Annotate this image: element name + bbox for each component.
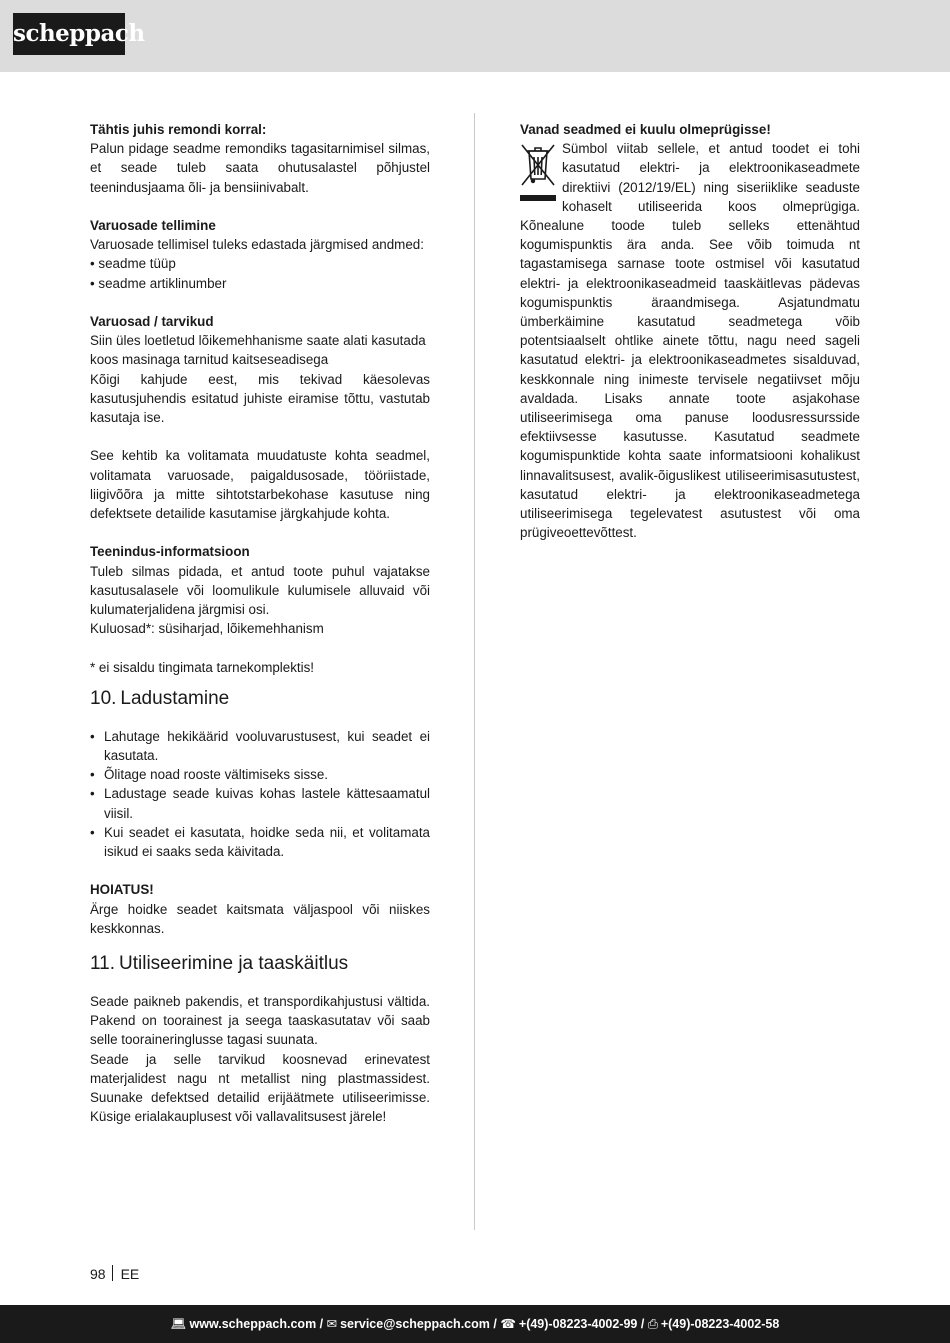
list-item: • seadme tüüp bbox=[90, 256, 176, 272]
parts-order-title: Varuosade tellimine bbox=[90, 218, 216, 233]
fax-number: +(49)-08223-4002-58 bbox=[660, 1317, 780, 1331]
section-heading-disposal bbox=[90, 952, 430, 976]
repair-note-text: Palun pidage seadme remondiks tagasitarnimisel silmas, et seade tuleb saata ohutusalastel põhjustel teenindusjaama õli- ja bensiinivabalt. bbox=[90, 141, 430, 195]
section-heading-storage bbox=[90, 687, 430, 711]
liability-text: Kõigi kahjude eest, mis tekivad käesolevas kasutusjuhendis esitatud juhiste eiramise tõttu, vastutab kasutaja ise. bbox=[90, 371, 430, 426]
service-info-text: Tuleb silmas pidada, et antud toote puhul vajatakse kasutusalasele või loomulikule kulumisele alluvaid või kulumaterjalidena järgmisi osi. bbox=[90, 563, 430, 618]
section-title: Utiliseerimine ja taaskäitlus bbox=[119, 953, 349, 975]
list-item: • Õlitage noad rooste vältimiseks sisse. bbox=[90, 765, 430, 784]
left-column bbox=[90, 120, 430, 1126]
packaging-text: Seade paikneb pakendis, et transpordikahjustusi vältida. Pakend on toorainest ja seega taaskasutatav või saab selle tooraineringlusse tagasi suunata. bbox=[90, 994, 430, 1048]
crossed-bin-icon bbox=[520, 141, 556, 203]
section-title: Ladustamine bbox=[120, 687, 230, 709]
right-column bbox=[520, 120, 860, 542]
storage-list bbox=[90, 727, 430, 861]
parts-order-list bbox=[90, 254, 430, 292]
website-link[interactable]: www.scheppach.com / bbox=[189, 1317, 324, 1331]
accessories-text: Siin üles loetletud lõikemehhanisme saate alati kasutada koos masinaga tarnitud kaitseseadisega bbox=[90, 333, 426, 368]
parts-order-text: Varuosade tellimisel tuleks edastada järgmised andmed: bbox=[90, 237, 424, 253]
service-info-title: Teenindus-informatsioon bbox=[90, 544, 250, 560]
phone-number: +(49)-08223-4002-99 / bbox=[518, 1317, 645, 1331]
page-language: EE bbox=[120, 1266, 140, 1282]
liability-extended-text: See kehtib ka volitamata muudatuste kohta seadmel, volitamata varuosade, paigaldusosade, tööriistade, liigivõõra ja mitte sihtotstarbekohase kasutuse ning defektsete detailide kasutamise järgkahjude kohta. bbox=[90, 448, 430, 522]
weee-title: Vanad seadmed ei kuulu olmeprügisse! bbox=[520, 122, 771, 137]
section-number: 10. bbox=[90, 687, 117, 709]
wear-parts-text: Kuluosad*: süsiharjad, lõikemehhanism bbox=[90, 621, 324, 637]
page-number: 98 bbox=[90, 1266, 106, 1282]
warning-text: Ärge hoidke seadet kaitsmata väljaspool või niiskes keskkonnas. bbox=[90, 901, 430, 936]
list-item: • Ladustage seade kuivas kohas lastele kättesaamatul viisil. bbox=[90, 784, 430, 822]
list-item: • Kui seadet ei kasutata, hoidke seda nii, et volitamata isikud ei saaks seda käivitada. bbox=[90, 823, 430, 861]
section-number: 11. bbox=[90, 953, 116, 975]
list-item: • seadme artiklinumber bbox=[90, 275, 227, 291]
page-header bbox=[0, 0, 950, 72]
fax-icon: ⎙ bbox=[647, 1317, 658, 1331]
email-icon: ✉︎ bbox=[326, 1317, 338, 1331]
column-divider bbox=[474, 113, 475, 1230]
brand-logo: scheppach bbox=[13, 13, 125, 55]
page-footer-number bbox=[90, 1265, 139, 1283]
contact-footer bbox=[0, 1305, 950, 1343]
repair-note-title: Tähtis juhis remondi korral: bbox=[90, 122, 267, 137]
list-item: • Lahutage hekikäärid vooluvarustusest, kui seadet ei kasutata. bbox=[90, 727, 430, 765]
delivery-note: * ei sisaldu tingimata tarnekomplektis! bbox=[90, 659, 315, 675]
computer-icon: 💻︎ bbox=[170, 1317, 187, 1331]
weee-text: Sümbol viitab sellele, et antud toodet ei tohi kasutatud elektri- ja elektroonikaseadmete direktiivi (2012/19/EL) ning siseriiklike seaduste kohaselt utiliseerida koos olmeprügiga. Kõnealune toode tuleb selleks ettenähtud kogumispunktis ära anda. See võib toimuda nt tagastamisega sarnase toote ostmisel või kasutatud elektri- ja elektroonikaseadmeid taaskäitlevas pädevas kogumispunktis äraandmisega. Asjatundmatu ümberkäimine kasutatud seadmetega võib potentsiaalselt ohtlike ainete tõttu, nagu need sageli kasutatud elektri- ja elektroonikaseadmetes sisalduvad, keskkonnale ning inimeste tervisele negatiivset mõju avaldada. Lisaks annate toote asjakohase utiliseerimisega oma panuse loodusressursside efektiivsesse kasutusse. Kasutatud seadmete kogumispunktide kohta saate informatsiooni kohalikust linnavalitsusest, avalik-õiguslikest utiliseerimisasutustest, kasutatud elektri- ja elektroonikaseadmetega utiliseerimisega tegelevatest asutustest või oma prügiveoettevõttest. bbox=[520, 141, 860, 541]
accessories-title: Varuosad / tarvikud bbox=[90, 314, 214, 329]
phone-icon: ☎︎ bbox=[500, 1317, 516, 1331]
warning-title: HOIATUS! bbox=[90, 882, 154, 898]
email-link[interactable]: service@scheppach.com / bbox=[340, 1317, 497, 1331]
materials-text: Seade ja selle tarvikud koosnevad erinevatest materjalidest nagu nt metallist ning plastmassidest. Suunake defektsed detailid erijäätmete utiliseerimisse. Küsige erialakauplusest või vallavalitsusest järele! bbox=[90, 1051, 430, 1125]
